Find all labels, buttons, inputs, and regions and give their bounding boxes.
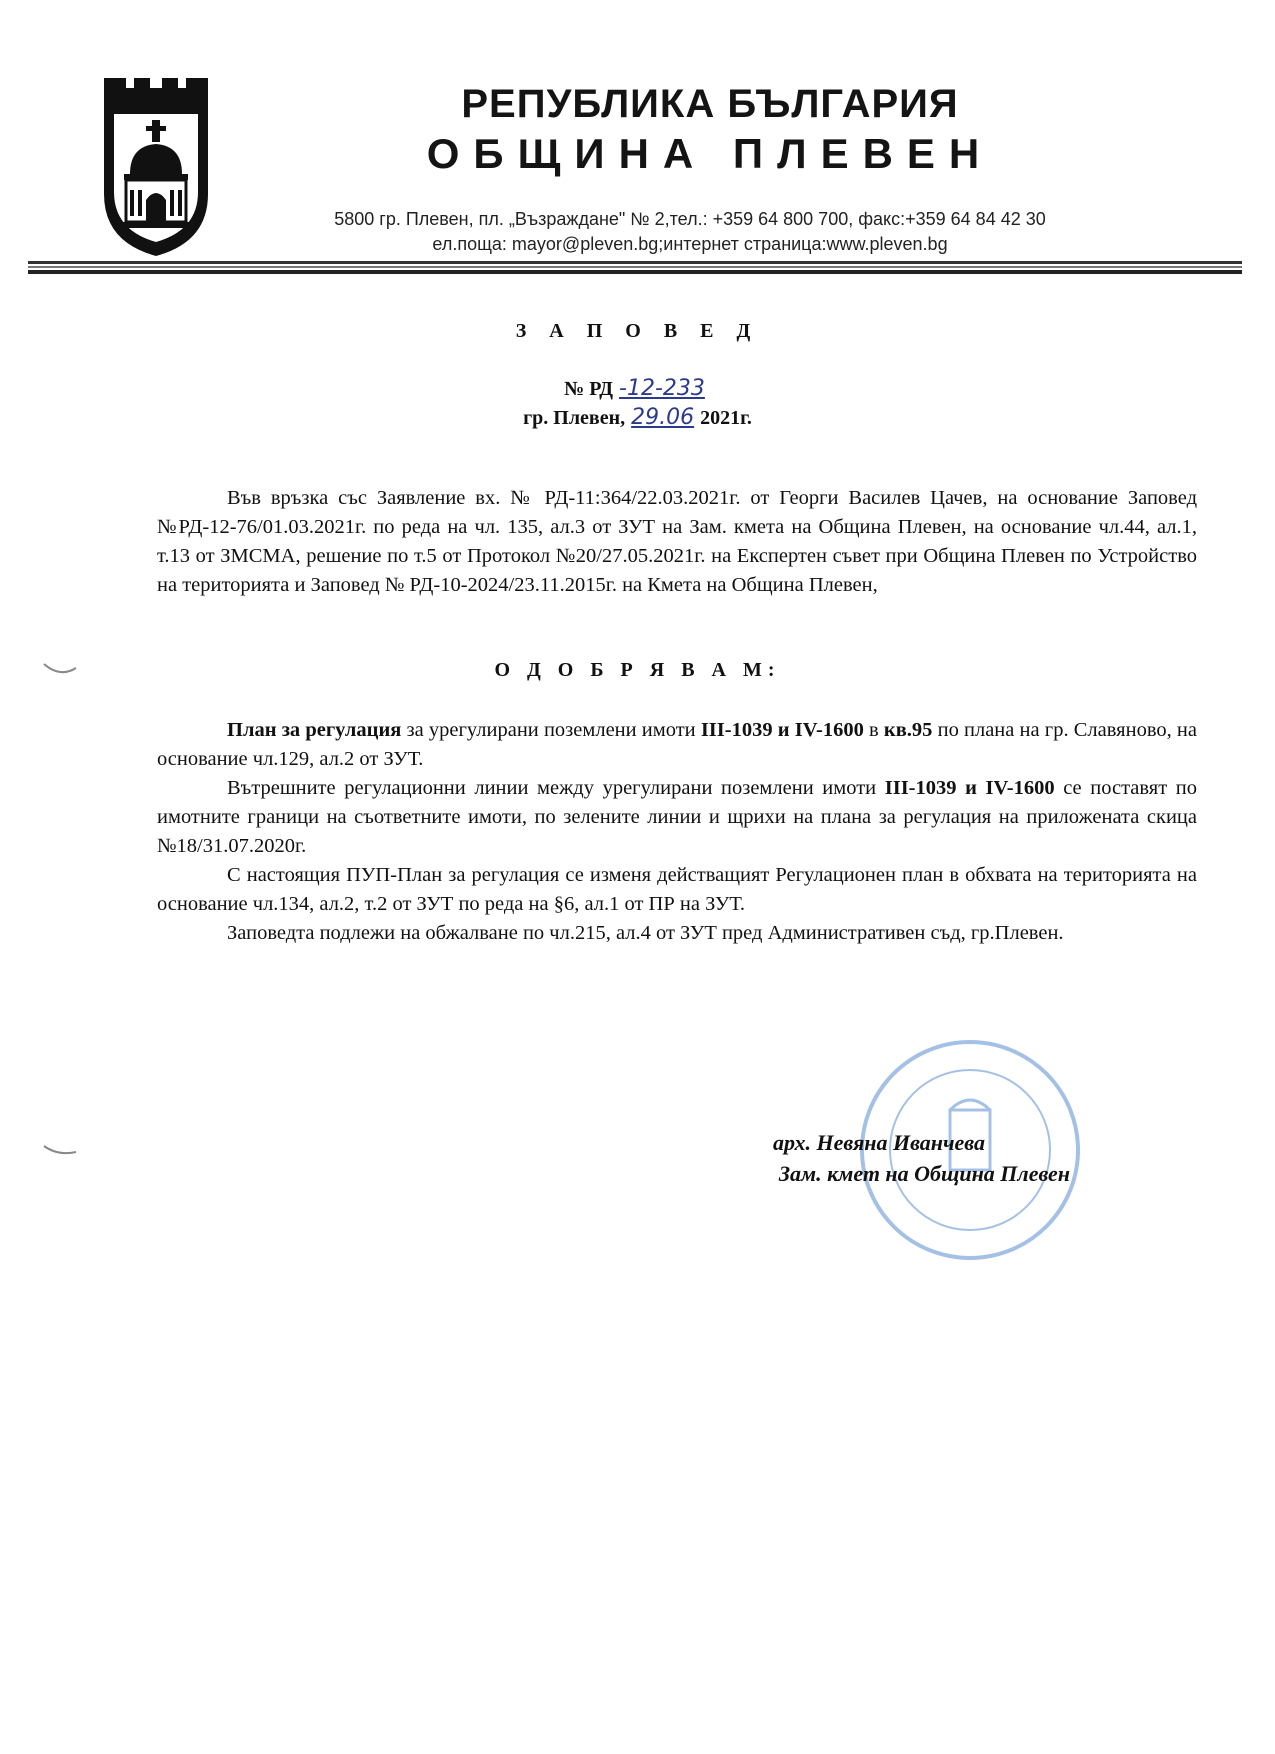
document-title: З А П О В Е Д [515, 320, 760, 342]
header-divider [28, 266, 1242, 268]
order-number [0, 376, 1275, 401]
decision-paragraph-3: С настоящия ПУП-План за регулация се изменя действащият Регулационен план в обхвата на територията на основание чл.134, ал.2, т.2 от ЗУТ по реда на §6, ал.1 от ПР на ЗУТ. [157, 864, 1197, 915]
decision-paragraph-1: План за регулация за урегулирани поземлени имоти III-1039 и IV-1600 в кв.95 по плана на гр. Славяново, на основание чл.129, ал.2 от ЗУТ. [157, 719, 1197, 770]
decision-text [157, 716, 1197, 948]
signer-position: Зам. кмет на Община Плевен [778, 1161, 1070, 1186]
decision-paragraph-2: Вътрешните регулационни линии между урегулирани поземлени имоти III-1039 и IV-1600 се поставят по имотните граници на съответните имоти, по зелените линии и щрихи на плана за регулация на приложената скица №18/31.07.2020г. [157, 777, 1197, 857]
header-municipality: ОБЩИНА ПЛЕВЕН [426, 130, 994, 177]
approve-heading: О Д О Б Р Я В А М: [494, 659, 781, 681]
order-number-handwritten: -12-233 [619, 376, 705, 401]
order-date-handwritten: 29.06 [631, 405, 695, 430]
signer-name: арх. Невяна Иванчева [772, 1130, 985, 1155]
order-number-prefix: № РД [564, 378, 614, 400]
preamble-paragraph: Във връзка със Заявление вх. № РД-11:364/22.03.2021г. от Георги Василев Цачев, на основание Заповед №РД-12-76/01.03.2021г. по реда на чл. 135, ал.3 от ЗУТ на Зам. кмета на Община Плевен, на основание чл.44, ал.1, т.13 от ЗМСМА, решение по т.5 от Протокол №20/27.05.2021г. на Експертен съвет при Община Плевен по Устройство на територията и Заповед № РД-10-2024/23.11.2015г. на Кмета на Община Плевен, [157, 487, 1197, 596]
decision-paragraph-4: Заповедта подлежи на обжалване по чл.215, ал.4 от ЗУТ пред Административен съд, гр.Плевен. [227, 922, 1064, 944]
header-contact-line1: 5800 гр. Плевен, пл. „Възраждане" № 2,тел.: +359 64 800 700, факс:+359 64 84 42 30 [334, 209, 1046, 229]
scan-mark-icon [40, 660, 80, 680]
header-divider [28, 270, 1242, 274]
order-date [0, 405, 1275, 430]
order-place: гр. Плевен, [523, 407, 626, 429]
scan-mark-icon [40, 1140, 80, 1160]
header-divider [28, 261, 1242, 264]
header-contact-line2: ел.поща: mayor@pleven.bg;интернет страница:www.pleven.bg [432, 234, 948, 254]
pleven-coat-of-arms-icon [100, 74, 212, 258]
order-year: 2021г. [700, 407, 752, 429]
header-country: РЕПУБЛИКА БЪЛГАРИЯ [461, 82, 959, 126]
preamble [157, 484, 1197, 600]
